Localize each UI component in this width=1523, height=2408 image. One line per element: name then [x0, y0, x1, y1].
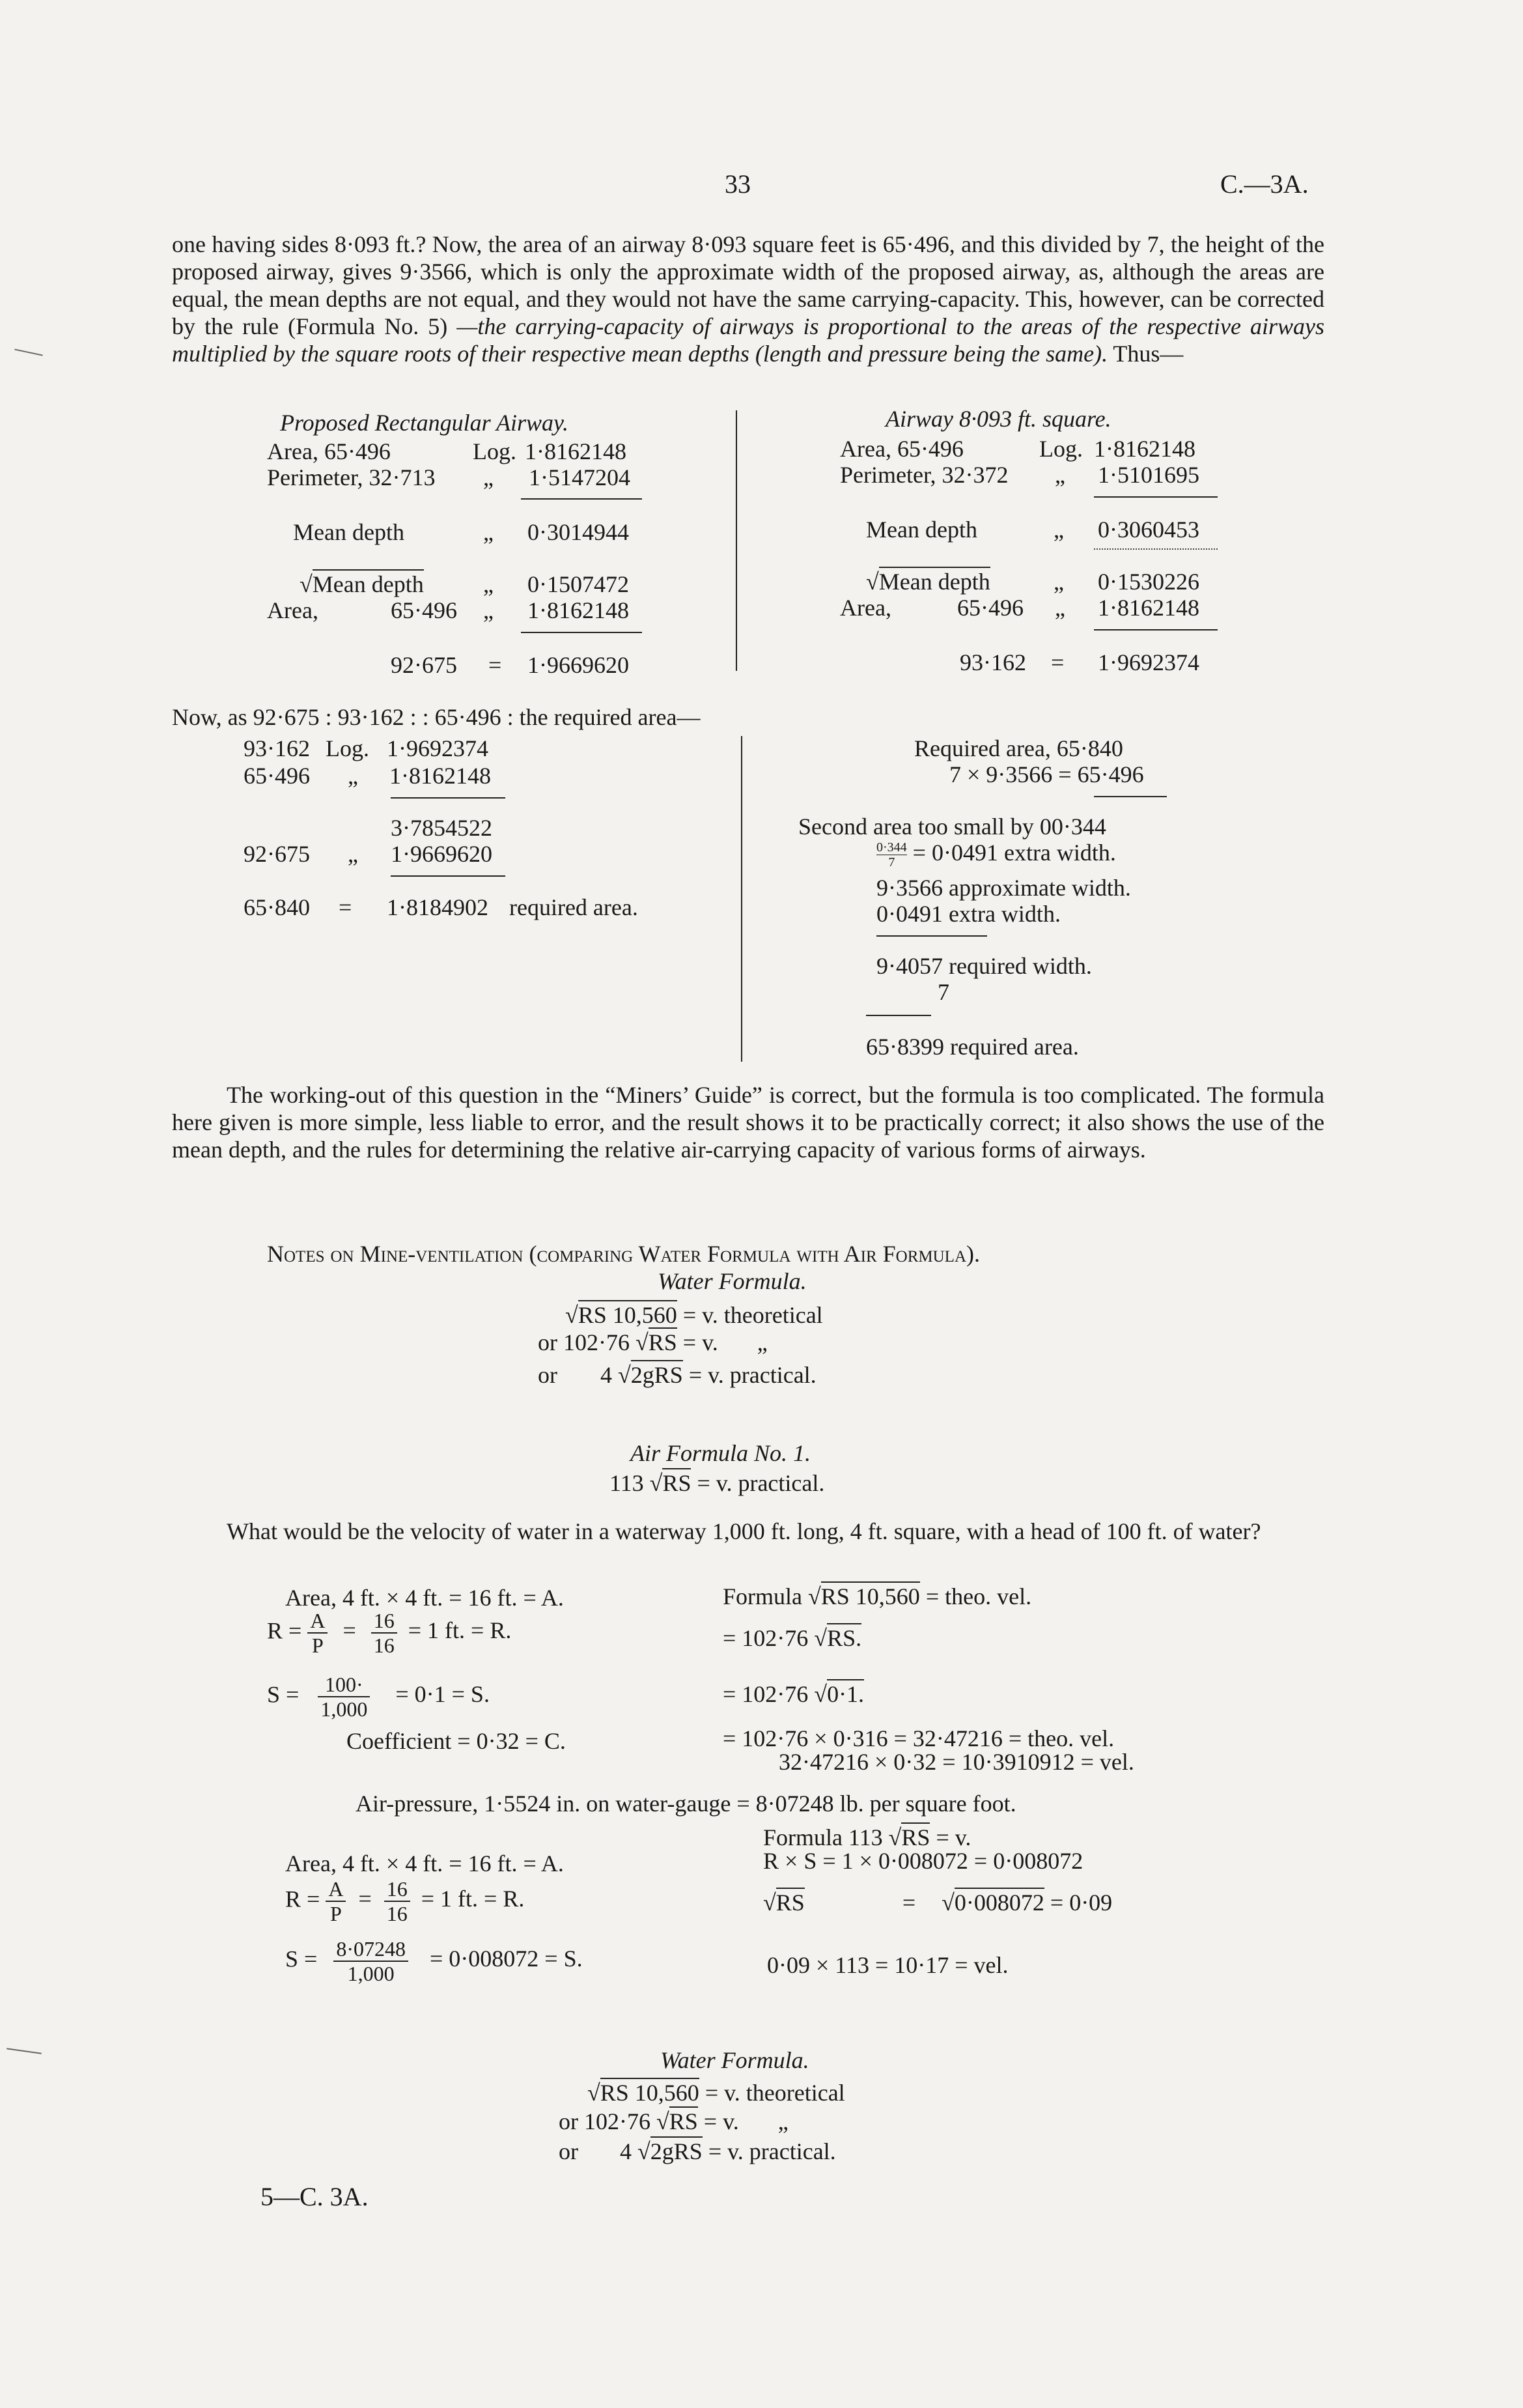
water-formula-line-3: or 4 √2gRS = v. practical. — [538, 1361, 817, 1389]
right-rule-dotted — [1094, 548, 1218, 550]
right-row-area-2: Area, 65·496 „ 1·8162148 — [840, 595, 1199, 621]
intro-rule-italic: —the carrying-capacity of airways is proportional to the areas of the respective airways multiplied by the square roots of their respective mean depths (length and pressure being the same). — [172, 313, 1324, 367]
air-formula-title: Air Formula No. 1. — [630, 1440, 811, 1466]
proportion-line: Now, as 92·675 : 93·162 : : 65·496 : the required area— — [172, 704, 701, 730]
prop-right-rule-1 — [1094, 796, 1167, 797]
prop-right-final-area: 65·8399 required area. — [866, 1034, 1079, 1060]
right-row-perimeter: Perimeter, 32·372 „ 1·5101695 — [840, 462, 1199, 488]
right-table-title: Airway 8·093 ft. square. — [886, 406, 1111, 432]
calc2-r-fraction: $\frac{A}{P}$ — [326, 1877, 346, 1925]
right-rule-1 — [1094, 496, 1218, 498]
extra-width-fraction: $\frac{0\cdot 344}{7}$ — [876, 840, 907, 870]
footer-signature: 5—C. 3A. — [260, 2182, 369, 2211]
prop-left-row-2: 65·496 „ 1·8162148 — [244, 763, 491, 789]
water-formula-line-1: √RS 10,560 = v. theoretical — [565, 1301, 823, 1329]
water-formula-title: Water Formula. — [658, 1268, 807, 1294]
prop-left-row-4: 92·675 „ 1·9669620 — [244, 841, 492, 867]
water-formula-2-line-3: or 4 √2gRS = v. practical. — [559, 2138, 836, 2165]
intro-text: one having sides 8·093 ft.? Now, the area of an airway 8·093 square feet is 65·496, and this divided by 7, the height of the proposed airway, gives 9·3566, which is only the approximate width of the proposed airway, as, although the areas are equal, the mean depths are not equal, and they would not have the same carrying-capacity. This, however, can be corrected by the rule (Formula No. 5) — [172, 231, 1324, 339]
calc1-r-fraction: $\frac{A}{P}$ — [307, 1609, 328, 1657]
prop-left-row-1: 93·162 Log. 1·9692374 — [244, 735, 488, 761]
right-row-sqrt-mean-depth: √Mean depth „ 0·1530226 — [866, 568, 990, 595]
margin-mark — [7, 2048, 42, 2054]
prop-right-multiplier: 7 — [938, 979, 949, 1005]
calc2-formula: Formula 113 √RS = v. — [763, 1824, 971, 1851]
question-paragraph: What would be the velocity of water in a waterway 1,000 ft. long, 4 ft. square, with a head of 100 ft. of water? — [227, 1518, 1261, 1544]
calc1-r-fraction-2: $\frac{16}{16}$ — [371, 1609, 397, 1657]
right-row-result: 93·162 = 1·9692374 — [960, 649, 1199, 675]
left-rule-1 — [521, 498, 642, 500]
calc2-r: R = $\frac{A}{P}$ = $\frac{16}{16}$ = 1 ft. = R. — [285, 1877, 525, 1925]
notes-heading: Notes on Mine-ventilation (comparing Water Formula with Air Formula). — [267, 1241, 980, 1267]
calc1-r: R = $\frac{A}{P}$ = $\frac{16}{16}$ = 1 ft. = R. — [267, 1609, 512, 1657]
prop-right-approx-width: 9·3566 approximate width. — [876, 875, 1131, 901]
right-rule-2 — [1094, 629, 1218, 630]
prop-right-required-width: 9·4057 required width. — [876, 953, 1092, 979]
intro-thus: Thus— — [1108, 341, 1184, 367]
calc1-coefficient: Coefficient = 0·32 = C. — [346, 1728, 566, 1754]
working-paragraph: The working-out of this question in the “Miners’ Guide” is correct, but the formula is too complicated. The formula here given is more simple, less liable to error, and the result shows it to be practically correct; it also shows the use of the mean depth, and the rules for determining the relative air-carrying capacity of various forms of airways. — [172, 1082, 1324, 1163]
prop-left-rule-2 — [391, 875, 505, 877]
calc1-formula-5: 32·47216 × 0·32 = 10·3910912 = vel. — [779, 1749, 1134, 1775]
calc1-formula: Formula √RS 10,560 = theo. vel. — [723, 1583, 1031, 1610]
calc2-s-fraction: $\frac{8\cdot 07248}{1,000}$ — [333, 1937, 408, 1985]
water-formula-2-title: Water Formula. — [660, 2047, 809, 2073]
right-row-mean-depth: Mean depth „ 0·3060453 — [866, 517, 1199, 543]
calc1-formula-2: = 102·76 √RS. — [723, 1624, 861, 1652]
left-rule-2 — [521, 632, 642, 633]
air-pressure-line: Air-pressure, 1·5524 in. on water-gauge = 8·07248 lb. per square foot. — [356, 1791, 1016, 1817]
water-formula-2-line-1: √RS 10,560 = v. theoretical — [587, 2079, 845, 2106]
prop-left-row-3: 3·7854522 — [391, 815, 492, 841]
intro-paragraph — [172, 231, 1324, 367]
calc2-r-fraction-2: $\frac{16}{16}$ — [384, 1877, 410, 1925]
water-formula-line-2: or 102·76 √RS = v. „ — [538, 1329, 768, 1356]
calc1-formula-4: = 102·76 × 0·316 = 32·47216 = theo. vel. — [723, 1725, 1115, 1751]
table-divider — [736, 410, 737, 671]
prop-left-row-5: 65·840 = 1·8184902 required area. — [244, 894, 638, 920]
page-number: 33 — [725, 169, 751, 199]
left-row-sqrt-mean-depth: √Mean depth „ 0·1507472 — [300, 571, 424, 598]
calc2-area: Area, 4 ft. × 4 ft. = 16 ft. = A. — [285, 1850, 564, 1877]
left-row-result: 92·675 = 1·9669620 — [391, 652, 629, 678]
calc2-s: S = $\frac{8\cdot 07248}{1,000}$ = 0·008072 = S. — [285, 1937, 583, 1985]
left-row-mean-depth: Mean depth „ 0·3014944 — [293, 519, 629, 545]
air-formula-line: 113 √RS = v. practical. — [609, 1469, 824, 1497]
right-row-area: Area, 65·496 Log. 1·8162148 — [840, 436, 1195, 462]
left-row-area: Area, 65·496 Log. 1·8162148 — [267, 438, 626, 464]
prop-right-too-small: Second area too small by 00·344 — [798, 814, 1106, 840]
calc1-area: Area, 4 ft. × 4 ft. = 16 ft. = A. — [285, 1585, 564, 1611]
prop-right-rule-3 — [866, 1015, 931, 1016]
margin-mark — [14, 348, 42, 356]
calc2-rs: R × S = 1 × 0·008072 = 0·008072 — [763, 1848, 1083, 1874]
left-table-title: Proposed Rectangular Airway. — [280, 410, 568, 436]
prop-right-required-area: Required area, 65·840 — [914, 735, 1123, 761]
left-row-perimeter: Perimeter, 32·713 „ 1·5147204 — [267, 464, 630, 490]
prop-right-extra-width: $\frac{0\cdot 344}{7} = 0\cdot 0491$ extra width. — [876, 840, 1116, 870]
calc1-s-fraction: $\frac{100\cdot}{1,000}$ — [318, 1673, 370, 1721]
left-row-area-2: Area, 65·496 „ 1·8162148 — [267, 597, 629, 623]
prop-left-rule-1 — [391, 797, 505, 799]
calc1-formula-3: = 102·76 √0·1. — [723, 1680, 864, 1708]
prop-right-product: 7 × 9·3566 = 65·496 — [949, 761, 1144, 787]
prop-right-rule-2 — [876, 935, 987, 937]
water-formula-2-line-2: or 102·76 √RS = v. „ — [559, 2108, 789, 2135]
prop-right-extra-width-2: 0·0491 extra width. — [876, 901, 1061, 927]
calc2-velocity: 0·09 × 113 = 10·17 = vel. — [767, 1952, 1009, 1978]
calc1-s: S = $\frac{100\cdot}{1,000}$ = 0·1 = S. — [267, 1673, 490, 1721]
document-reference: C.—3A. — [1220, 169, 1309, 199]
calc2-sqrt-rs: √RS = √0·008072 = 0·09 — [763, 1889, 1112, 1916]
proportion-divider — [741, 736, 742, 1062]
